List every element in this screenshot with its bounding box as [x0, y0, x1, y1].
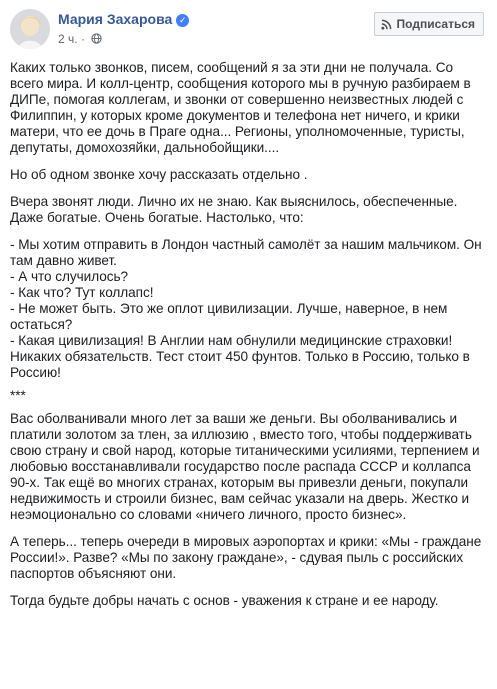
- post-body: [10, 60, 488, 609]
- subscribe-button[interactable]: [374, 12, 484, 36]
- post-paragraph: Но об одном звонке хочу рассказать отдельно .: [10, 167, 308, 182]
- post-separator: ***: [10, 388, 26, 403]
- subscribe-label: Подписаться: [396, 17, 475, 31]
- rss-icon: [381, 19, 392, 30]
- post-time[interactable]: 2 ч.: [58, 32, 78, 46]
- post-paragraph: Тогда будьте добры начать с основ - уважения к стране и ее народу.: [10, 593, 439, 608]
- separator: ·: [80, 32, 89, 46]
- post-paragraph: - Мы хотим отправить в Лондон частный самолёт за нашим мальчиком. Он там давно живет. - А что случилось? - Как что? Тут коллапс! - Не может быть. Это же оплот цивилизации. Лучше, наверное, в нем остаться? - Какая цивилизация! В Англии нам обнулили медицинские страховки! Никаких обязательств. Тест стоит 450 фунтов. Только в Россию, только в Россию!: [10, 237, 482, 380]
- verified-badge-icon: ✓: [176, 14, 189, 27]
- avatar-image: [10, 9, 50, 49]
- post-meta: [58, 32, 102, 46]
- author-name-text[interactable]: Мария Захарова: [58, 11, 173, 27]
- post-header: [0, 0, 497, 56]
- avatar[interactable]: [10, 9, 50, 49]
- post-paragraph: А теперь... теперь очереди в мировых аэропортах и крики: «Мы - граждане России!». Разве? «Мы по закону граждане», - сдувая пыль с российских паспортов объясняют они.: [10, 534, 482, 581]
- post-paragraph: Каких только звонков, писем, сообщений я за эти дни не получала. Со всего мира. И колл-центр, сообщения которого мы в ручную разбираем в ДИПе, помогая коллегам, и звонки от совершенно неизвестных людей с Филиппин, у которых кроме документов и телефона нет ничего, и крики матери, что ее дочь в Праге одна... Регионы, уполномоченные, туристы, депутаты, домохозяйки, дальнобойщики....: [10, 60, 471, 155]
- globe-icon[interactable]: [91, 33, 102, 44]
- author-name[interactable]: [58, 11, 189, 27]
- post-paragraph: Вас оболванивали много лет за ваши же деньги. Вы оболванивались и платили золотом за тлен, за иллюзию , вместо того, чтобы поддерживать свою страну и свой народ, которые титаническими усилиями, терпением и любовью восстанавливали государство после распада СССР и коллапса 90-х. Так ещё во многих странах, которым вы привезли деньги, покупали недвижимость и строили бизнес, вам сейчас указали на дверь. Жестко и неэмоционально со словами «ничего личного, просто бизнес».: [10, 411, 480, 522]
- post-paragraph: Вчера звонят люди. Лично их не знаю. Как выяснилось, обеспеченные. Даже богатые. Очень богатые. Настолько, что:: [10, 194, 458, 225]
